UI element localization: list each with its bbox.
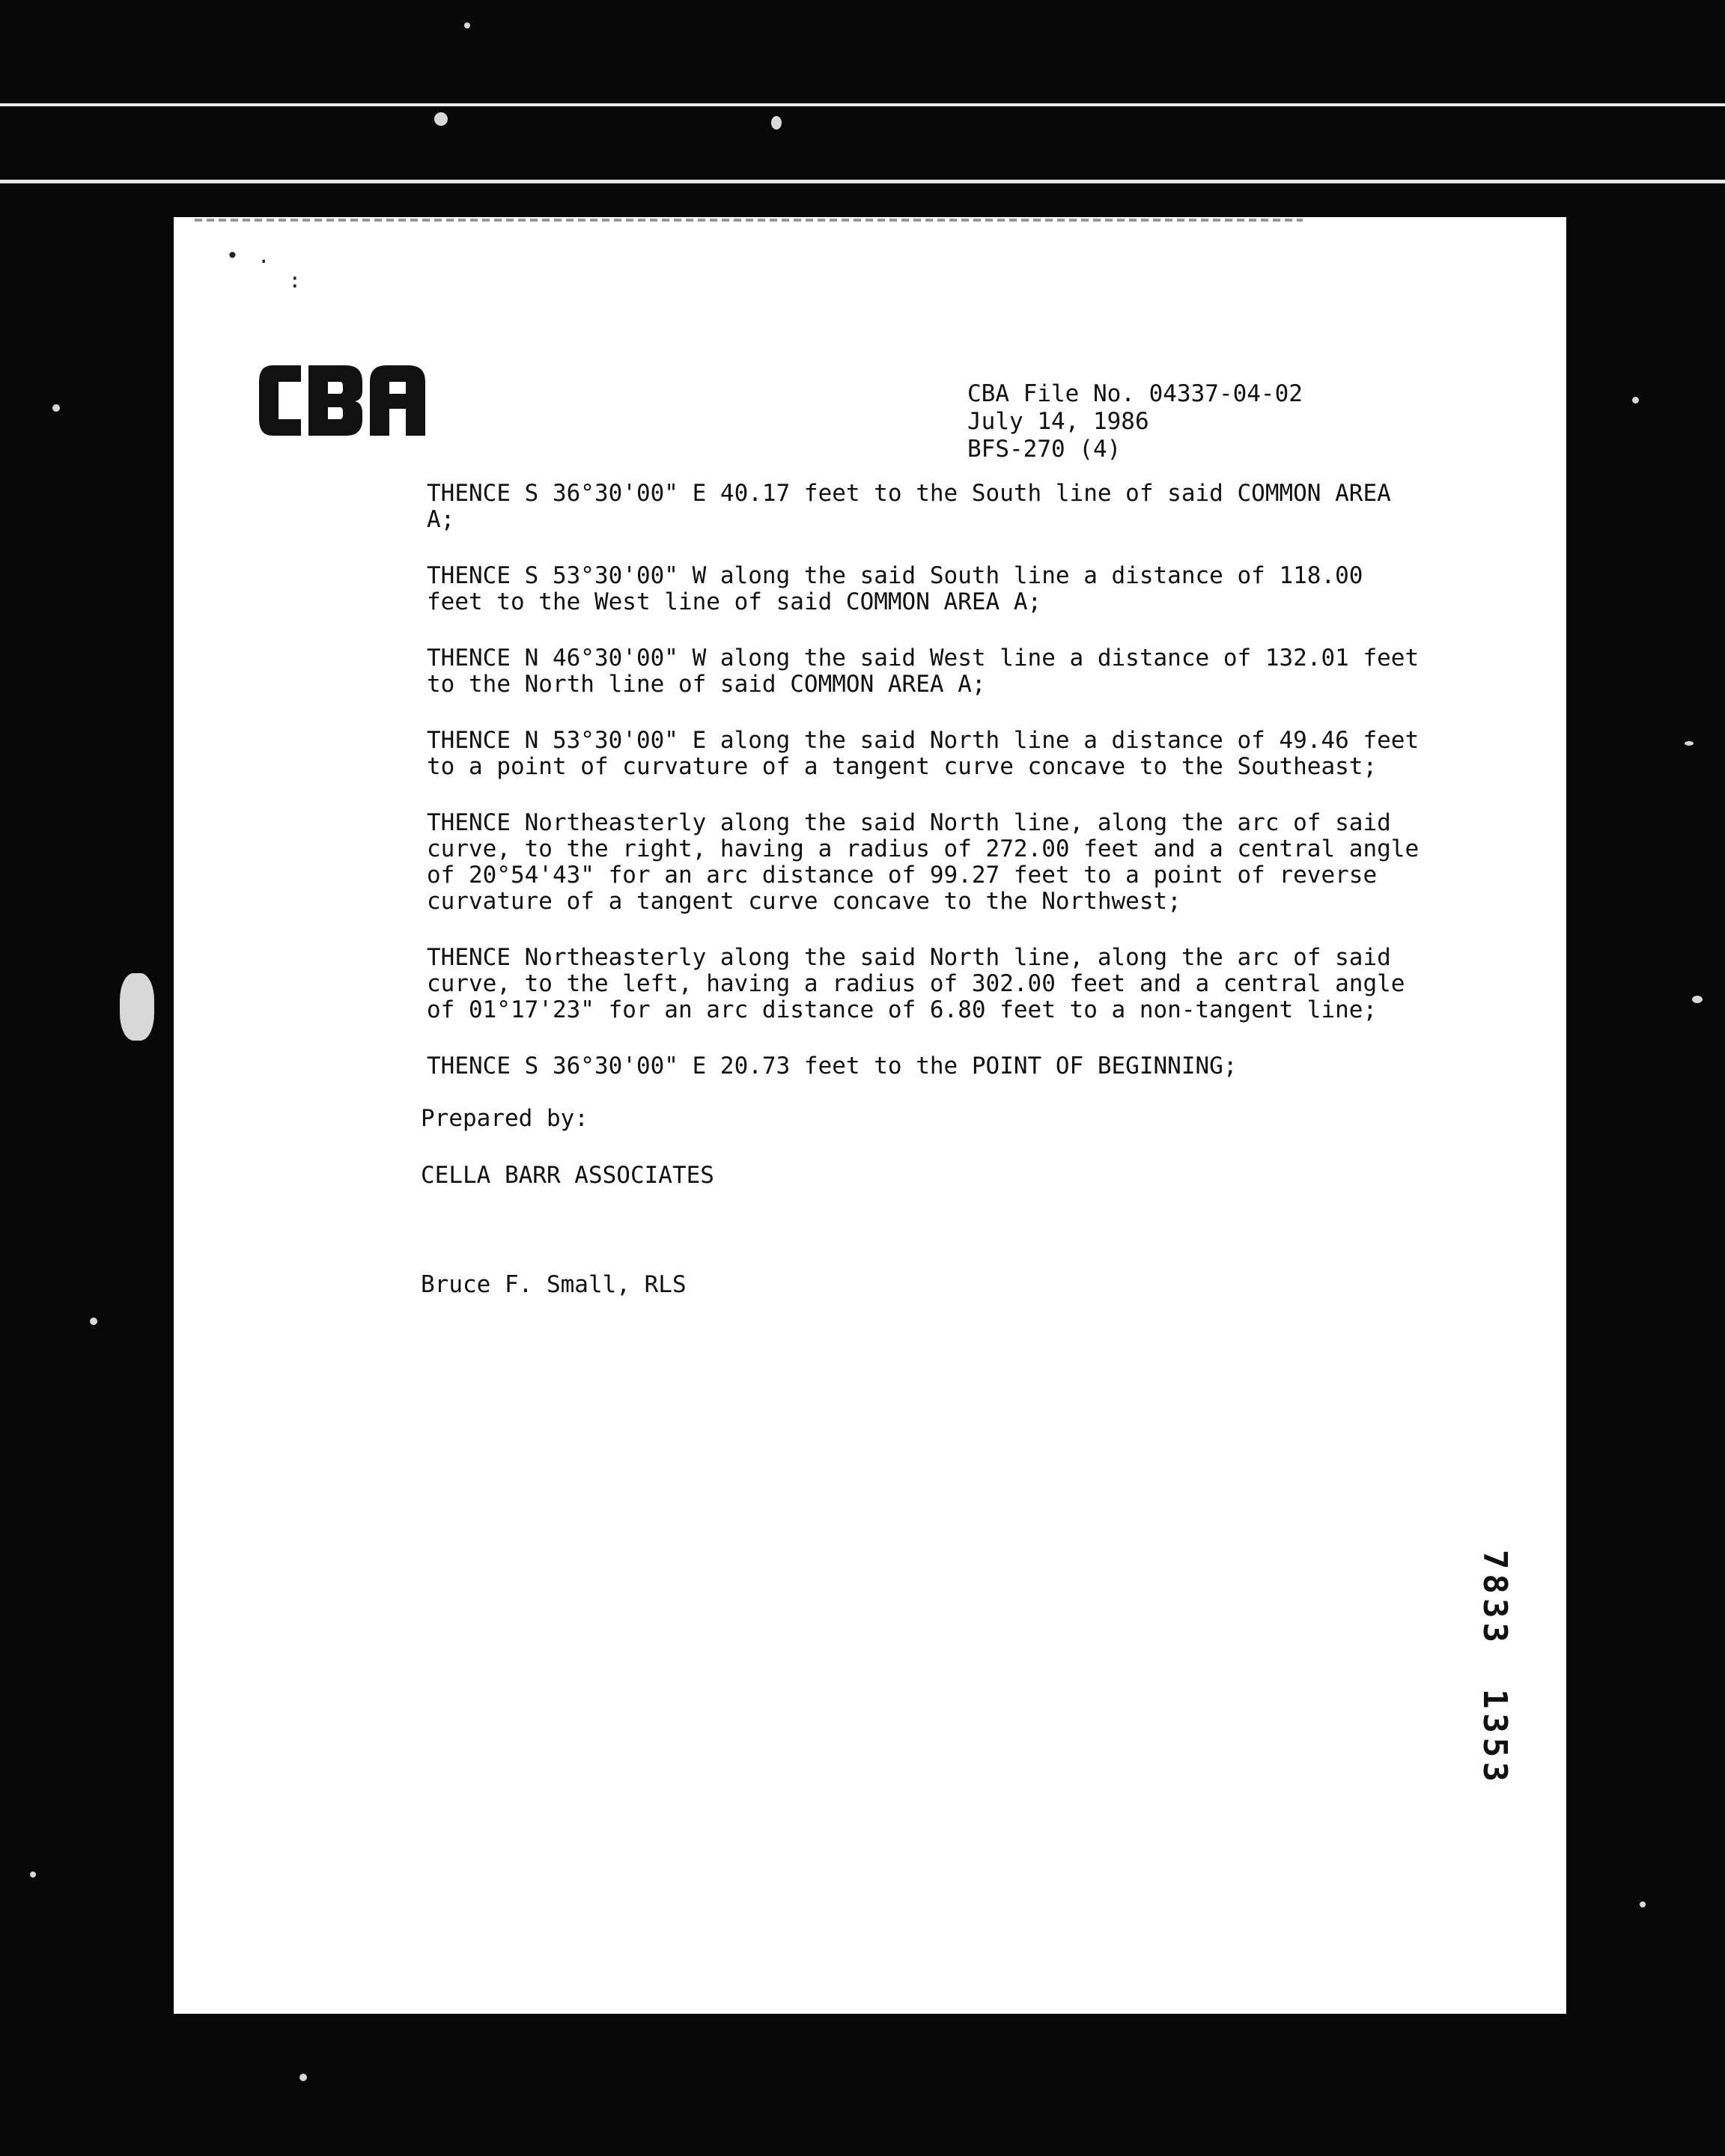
scan-speck xyxy=(299,2074,307,2081)
scan-border-line xyxy=(0,180,1725,183)
course-paragraph: THENCE Northeasterly along the said North line, along the arc of said curve, to the right, having a radius of 272.00 feet and a central angle of 20°54'43" for an arc distance of 99.27 feet to a point of reverse curvature of a tangent curve concave to the Northwest; xyxy=(427,809,1420,915)
document-date: July 14, 1986 xyxy=(967,408,1149,435)
company-logo xyxy=(256,359,428,442)
scan-border-line xyxy=(0,103,1725,106)
stamp-page-number: 1353 xyxy=(1476,1688,1514,1786)
scan-speck xyxy=(434,112,448,126)
scan-speck xyxy=(90,1318,97,1325)
course-paragraph: THENCE S 36°30'00" E 40.17 feet to the South line of said COMMON AREA A; xyxy=(427,480,1391,533)
scan-speck xyxy=(1632,397,1639,404)
recording-stamp xyxy=(1476,1550,1514,1828)
page-marks: • . : xyxy=(226,243,305,293)
scan-speck xyxy=(771,116,782,130)
page-edge-marks xyxy=(195,219,1303,222)
scan-speck xyxy=(120,973,154,1041)
scan-speck xyxy=(1640,1901,1646,1907)
cba-logo-icon xyxy=(256,359,428,442)
course-paragraph: THENCE S 36°30'00" E 20.73 feet to the POINT OF BEGINNING; xyxy=(427,1053,1238,1079)
file-number: CBA File No. 04337-04-02 xyxy=(967,380,1303,407)
scan-speck xyxy=(464,22,470,28)
stamp-book-number: 7833 xyxy=(1476,1550,1514,1647)
scan-speck xyxy=(1692,996,1703,1003)
document-page xyxy=(174,217,1566,2014)
firm-name: CELLA BARR ASSOCIATES xyxy=(421,1162,714,1189)
logo-text xyxy=(256,359,257,360)
course-paragraph: THENCE S 53°30'00" W along the said South line a distance of 118.00 feet to the West line of said COMMON AREA A; xyxy=(427,562,1363,615)
prepared-by-label: Prepared by: xyxy=(421,1105,588,1132)
scan-speck xyxy=(30,1872,36,1878)
scan-speck xyxy=(1685,741,1694,746)
document-reference: BFS-270 (4) xyxy=(967,436,1122,463)
course-paragraph: THENCE N 46°30'00" W along the said West line a distance of 132.01 feet to the North line of said COMMON AREA A; xyxy=(427,645,1420,698)
course-paragraph: THENCE N 53°30'00" E along the said North line a distance of 49.46 feet to a point of curvature of a tangent curve concave to the Southeast; xyxy=(427,727,1420,780)
legal-description xyxy=(427,481,1505,1109)
scan-speck xyxy=(52,404,60,412)
document-header xyxy=(967,380,1303,463)
signer-name: Bruce F. Small, RLS xyxy=(421,1271,687,1298)
course-paragraph: THENCE Northeasterly along the said North line, along the arc of said curve, to the left, having a radius of 302.00 feet and a central angle of 01°17'23" for an arc distance of 6.80 feet to a non-tangent line; xyxy=(427,944,1405,1023)
